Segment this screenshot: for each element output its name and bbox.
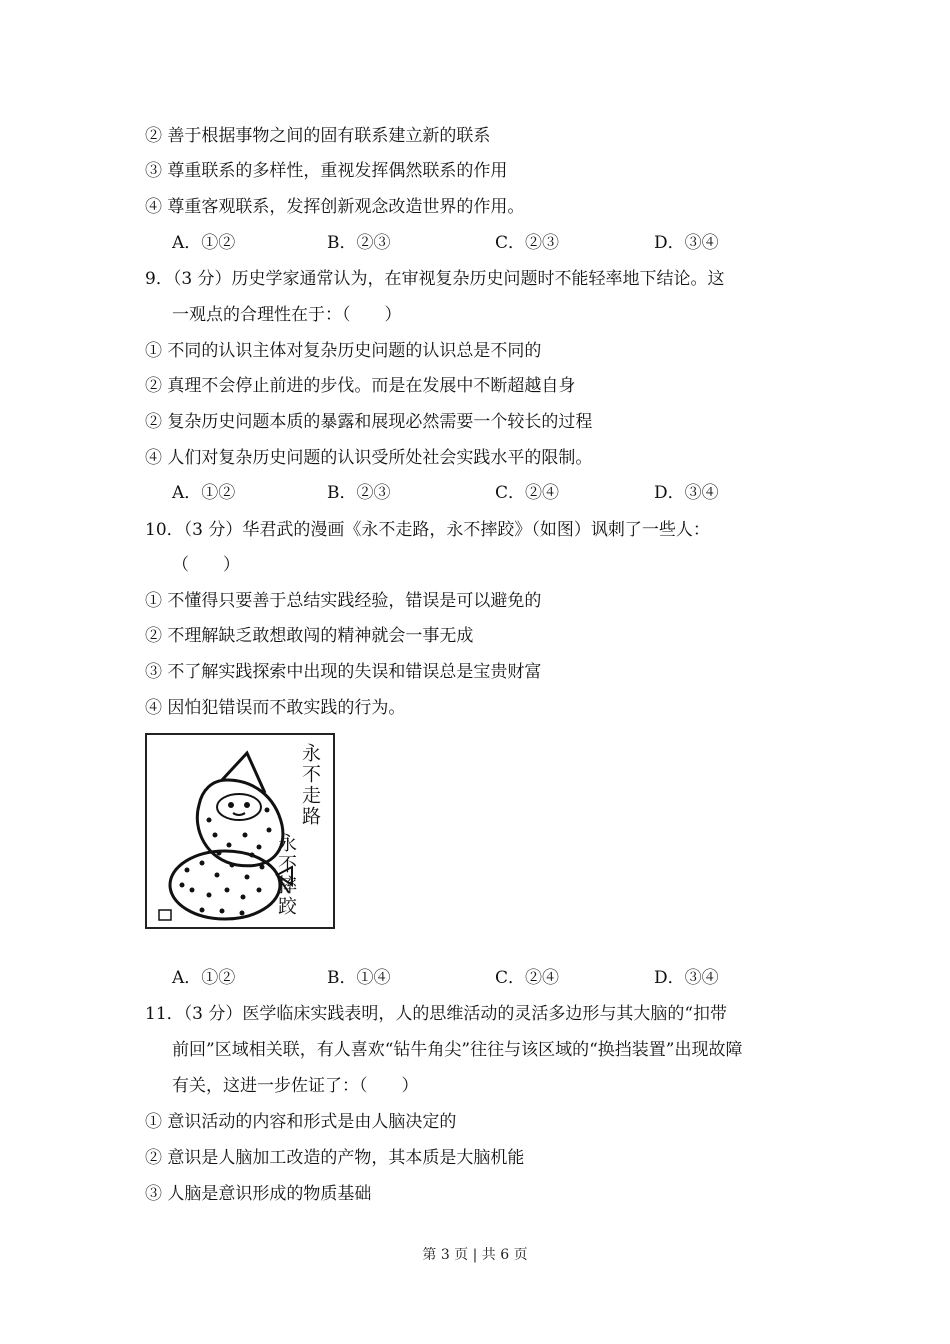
q11-item-1: ① 意识活动的内容和形式是由人脑决定的	[145, 1112, 457, 1132]
q9-stem-line2: 一观点的合理性在于：（ ）	[172, 305, 402, 325]
q9-item-2: ② 真理不会停止前进的步伐。而是在发展中不断超越自身	[145, 376, 576, 396]
q8-option-c[interactable]: C．②③	[495, 233, 560, 253]
q10-stem-line1: 10．（3 分）华君武的漫画《永不走路，永不摔跤》（如图）讽刺了一些人：	[145, 520, 710, 540]
q10-options	[172, 967, 772, 989]
cartoon-caption-col1: 永不走路	[299, 743, 321, 827]
q10-item-4: ④ 因怕犯错误而不敢实践的行为。	[145, 698, 406, 718]
cartoon-image	[145, 733, 335, 929]
q8-options	[172, 232, 772, 254]
q9-stem-line1: 9．（3 分）历史学家通常认为，在审视复杂历史问题时不能轻率地下结论。这	[145, 269, 725, 289]
q8-option-b[interactable]: B．②③	[327, 233, 391, 253]
q10-item-2: ② 不理解缺乏敢想敢闯的精神就会一事无成	[145, 626, 474, 646]
q9-option-a[interactable]: A．①②	[172, 483, 236, 503]
q9-options	[172, 482, 772, 504]
q11-item-2: ② 意识是人脑加工改造的产物，其本质是大脑机能	[145, 1148, 525, 1168]
q11-stem-line1: 11．（3 分）医学临床实践表明，人的思维活动的灵活多边形与其大脑的“扣带	[145, 1004, 728, 1024]
q10-option-d[interactable]: D．③④	[654, 968, 719, 988]
q8-option-a[interactable]: A．①②	[172, 233, 236, 253]
q10-option-b[interactable]: B．①④	[327, 968, 391, 988]
q10-item-3: ③ 不了解实践探索中出现的失误和错误总是宝贵财富	[145, 662, 542, 682]
q9-option-b[interactable]: B．②③	[327, 483, 391, 503]
q10-item-1: ① 不懂得只要善于总结实践经验，错误是可以避免的	[145, 591, 542, 611]
q10-option-a[interactable]: A．①②	[172, 968, 236, 988]
q11-stem-line3: 有关，这进一步佐证了：（ ）	[172, 1076, 419, 1096]
q10-stem-line2: （ ）	[172, 555, 240, 575]
q10-option-c[interactable]: C．②④	[495, 968, 560, 988]
page-footer: 第 3 页 | 共 6 页	[422, 1247, 528, 1263]
q9-item-4: ④ 人们对复杂历史问题的认识受所处社会实践水平的限制。	[145, 448, 593, 468]
q9-option-c[interactable]: C．②④	[495, 483, 560, 503]
q9-item-3: ② 复杂历史问题本质的暴露和展现必然需要一个较长的过程	[145, 412, 593, 432]
q8-item-2: ② 善于根据事物之间的固有联系建立新的联系	[145, 126, 491, 146]
q11-stem-line2: 前回”区域相关联，有人喜欢“钻牛角尖”往往与该区域的“换挡装置”出现故障	[172, 1040, 743, 1060]
q8-option-d[interactable]: D．③④	[654, 233, 719, 253]
q9-item-1: ① 不同的认识主体对复杂历史问题的认识总是不同的	[145, 341, 542, 361]
cartoon-caption-col2: 永不摔跤	[275, 833, 297, 917]
q8-item-4: ④ 尊重客观联系，发挥创新观念改造世界的作用。	[145, 197, 525, 217]
q11-item-3: ③ 人脑是意识形成的物质基础	[145, 1184, 372, 1204]
q8-item-3: ③ 尊重联系的多样性，重视发挥偶然联系的作用	[145, 161, 508, 181]
q9-option-d[interactable]: D．③④	[654, 483, 719, 503]
